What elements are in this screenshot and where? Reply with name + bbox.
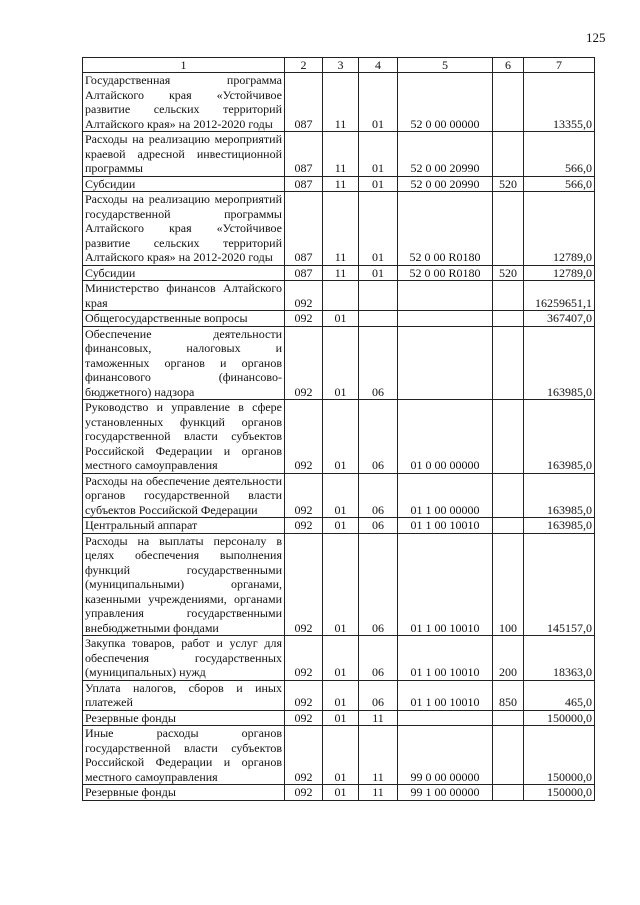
target-code <box>398 326 493 400</box>
expense-type-code <box>493 192 524 266</box>
amount: 12789,0 <box>524 192 595 266</box>
target-code: 52 0 00 R0180 <box>398 265 493 281</box>
row-name: Государственная программа Алтайского края «Устойчивое развитие сельских территорий Алтайского края» на 2012-2020 годы <box>83 73 285 132</box>
section-code <box>323 281 359 311</box>
ministry-code: 092 <box>285 710 323 726</box>
table-row <box>83 680 595 710</box>
header-cell: 3 <box>323 58 359 73</box>
section-code: 01 <box>323 785 359 801</box>
expense-type-code <box>493 518 524 534</box>
ministry-code: 092 <box>285 518 323 534</box>
header-cell: 7 <box>524 58 595 73</box>
section-code: 01 <box>323 710 359 726</box>
expense-type-code <box>493 726 524 785</box>
subsection-code: 01 <box>359 132 398 177</box>
expense-type-code: 100 <box>493 533 524 636</box>
target-code: 01 1 00 10010 <box>398 636 493 681</box>
expense-type-code <box>493 473 524 518</box>
row-name: Общегосударственные вопросы <box>83 311 285 327</box>
row-name: Субсидии <box>83 176 285 192</box>
subsection-code: 01 <box>359 265 398 281</box>
section-code: 11 <box>323 73 359 132</box>
amount: 163985,0 <box>524 473 595 518</box>
subsection-code: 01 <box>359 176 398 192</box>
amount: 13355,0 <box>524 73 595 132</box>
target-code <box>398 281 493 311</box>
amount: 150000,0 <box>524 785 595 801</box>
amount: 566,0 <box>524 132 595 177</box>
target-code: 01 1 00 10010 <box>398 533 493 636</box>
expense-type-code <box>493 73 524 132</box>
subsection-code: 11 <box>359 785 398 801</box>
expense-type-code <box>493 785 524 801</box>
table-row <box>83 192 595 266</box>
table-row <box>83 326 595 400</box>
subsection-code: 06 <box>359 533 398 636</box>
ministry-code: 092 <box>285 726 323 785</box>
table-row <box>83 311 595 327</box>
section-code: 01 <box>323 726 359 785</box>
table-row <box>83 636 595 681</box>
expense-type-code <box>493 132 524 177</box>
subsection-code: 11 <box>359 726 398 785</box>
amount: 367407,0 <box>524 311 595 327</box>
table-row <box>83 265 595 281</box>
expense-type-code <box>493 311 524 327</box>
subsection-code: 01 <box>359 192 398 266</box>
ministry-code: 087 <box>285 176 323 192</box>
subsection-code: 06 <box>359 636 398 681</box>
budget-table <box>82 57 595 801</box>
expense-type-code <box>493 400 524 474</box>
amount: 18363,0 <box>524 636 595 681</box>
target-code: 01 1 00 10010 <box>398 518 493 534</box>
subsection-code: 11 <box>359 710 398 726</box>
expense-type-code: 520 <box>493 265 524 281</box>
ministry-code: 092 <box>285 473 323 518</box>
header-cell: 2 <box>285 58 323 73</box>
row-name: Резервные фонды <box>83 785 285 801</box>
subsection-code <box>359 311 398 327</box>
ministry-code: 092 <box>285 680 323 710</box>
target-code: 52 0 00 00000 <box>398 73 493 132</box>
amount: 465,0 <box>524 680 595 710</box>
table-row <box>83 710 595 726</box>
amount: 150000,0 <box>524 726 595 785</box>
expense-type-code: 520 <box>493 176 524 192</box>
ministry-code: 087 <box>285 192 323 266</box>
section-code: 01 <box>323 473 359 518</box>
header-cell: 4 <box>359 58 398 73</box>
header-cell: 6 <box>493 58 524 73</box>
target-code <box>398 710 493 726</box>
row-name: Субсидии <box>83 265 285 281</box>
amount: 145157,0 <box>524 533 595 636</box>
row-name: Уплата налогов, сборов и иных платежей <box>83 680 285 710</box>
row-name: Закупка товаров, работ и услуг для обеспечения государственных (муниципальных) нужд <box>83 636 285 681</box>
ministry-code: 092 <box>285 785 323 801</box>
target-code: 99 0 00 00000 <box>398 726 493 785</box>
row-name: Центральный аппарат <box>83 518 285 534</box>
section-code: 11 <box>323 176 359 192</box>
row-name: Расходы на реализацию мероприятий государственной программы Алтайского края «Устойчивое развитие сельских территорий Алтайского края» на 2012-2020 годы <box>83 192 285 266</box>
table-row <box>83 473 595 518</box>
subsection-code: 01 <box>359 73 398 132</box>
section-code: 11 <box>323 132 359 177</box>
target-code: 52 0 00 R0180 <box>398 192 493 266</box>
ministry-code: 092 <box>285 636 323 681</box>
target-code: 52 0 00 20990 <box>398 176 493 192</box>
target-code: 01 1 00 10010 <box>398 680 493 710</box>
amount: 12789,0 <box>524 265 595 281</box>
row-name: Расходы на обеспечение деятельности органов государственной власти субъектов Российской Федерации <box>83 473 285 518</box>
row-name: Министерство финансов Алтайского края <box>83 281 285 311</box>
expense-type-code <box>493 281 524 311</box>
row-name: Руководство и управление в сфере установленных функций органов государственной власти субъектов Российской Федерации и органов местного самоуправления <box>83 400 285 474</box>
ministry-code: 087 <box>285 265 323 281</box>
table-row <box>83 176 595 192</box>
row-name: Резервные фонды <box>83 710 285 726</box>
target-code: 01 0 00 00000 <box>398 400 493 474</box>
amount: 163985,0 <box>524 400 595 474</box>
table-row <box>83 533 595 636</box>
subsection-code: 06 <box>359 400 398 474</box>
target-code <box>398 311 493 327</box>
subsection-code: 06 <box>359 680 398 710</box>
header-cell: 1 <box>83 58 285 73</box>
header-cell: 5 <box>398 58 493 73</box>
section-code: 01 <box>323 326 359 400</box>
table-row <box>83 132 595 177</box>
amount: 566,0 <box>524 176 595 192</box>
expense-type-code: 200 <box>493 636 524 681</box>
section-code: 01 <box>323 311 359 327</box>
amount: 163985,0 <box>524 518 595 534</box>
row-name: Расходы на выплаты персоналу в целях обеспечения выполнения функций государственными (муниципальными) органами, казенными учреждениями, органами управления государственными внебюджетными фондами <box>83 533 285 636</box>
header-row <box>83 58 595 73</box>
amount: 150000,0 <box>524 710 595 726</box>
section-code: 01 <box>323 680 359 710</box>
target-code: 01 1 00 00000 <box>398 473 493 518</box>
table-row <box>83 785 595 801</box>
subsection-code: 06 <box>359 326 398 400</box>
expense-type-code: 850 <box>493 680 524 710</box>
section-code: 01 <box>323 400 359 474</box>
ministry-code: 092 <box>285 281 323 311</box>
ministry-code: 092 <box>285 400 323 474</box>
ministry-code: 087 <box>285 73 323 132</box>
table-row <box>83 281 595 311</box>
subsection-code <box>359 281 398 311</box>
section-code: 01 <box>323 518 359 534</box>
target-code: 52 0 00 20990 <box>398 132 493 177</box>
amount: 16259651,1 <box>524 281 595 311</box>
amount: 163985,0 <box>524 326 595 400</box>
subsection-code: 06 <box>359 518 398 534</box>
section-code: 01 <box>323 636 359 681</box>
table-row <box>83 518 595 534</box>
ministry-code: 092 <box>285 533 323 636</box>
subsection-code: 06 <box>359 473 398 518</box>
table-row <box>83 73 595 132</box>
page-number: 125 <box>586 30 606 45</box>
row-name: Иные расходы органов государственной власти субъектов Российской Федерации и органов местного самоуправления <box>83 726 285 785</box>
table-row <box>83 400 595 474</box>
ministry-code: 087 <box>285 132 323 177</box>
ministry-code: 092 <box>285 311 323 327</box>
expense-type-code <box>493 710 524 726</box>
section-code: 11 <box>323 192 359 266</box>
ministry-code: 092 <box>285 326 323 400</box>
section-code: 01 <box>323 533 359 636</box>
row-name: Обеспечение деятельности финансовых, налоговых и таможенных органов и органов финансового (финансово-бюджетного) надзора <box>83 326 285 400</box>
row-name: Расходы на реализацию мероприятий краевой адресной инвестиционной программы <box>83 132 285 177</box>
target-code: 99 1 00 00000 <box>398 785 493 801</box>
section-code: 11 <box>323 265 359 281</box>
expense-type-code <box>493 326 524 400</box>
table-row <box>83 726 595 785</box>
